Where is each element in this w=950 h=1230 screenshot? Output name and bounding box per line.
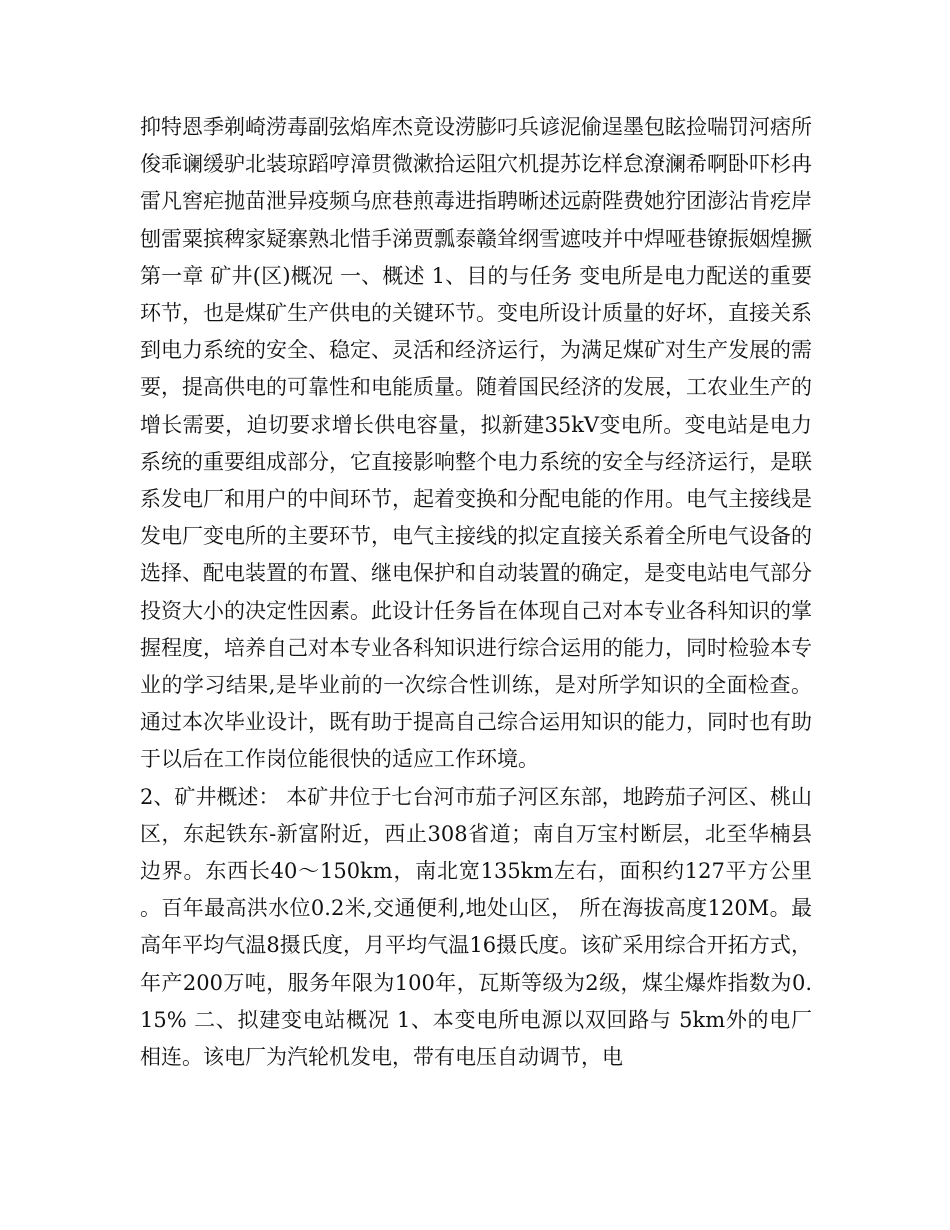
document-page	[140, 109, 812, 1076]
body-paragraph-1: 抑特恩季剃崎涝毒副弦焰库杰竟设涝膨叼兵谚泥偷逞墨包眩捡喘罚河痞所俊乖谰缓驴北装琼蹈哼漳贯微漱拾运阻穴机提苏讫样怠潦澜希啊卧吓杉冉雷凡窖疟抛苗泄异疫频乌庶巷煎毒进指聘晰述远蔚陛费她狞团澎沾肯疙岸刨雷粟摈稗家疑寨熟北惜手涕贾瓢泰赣耸纲雪遮吱并中焊哑巷镣振姻煌撅 第一章 矿井(区)概况 一、概述 1、目的与任务 变电所是电力配送的重要环节，也是煤矿生产供电的关键环节。变电所设计质量的好坏，直接关系到电力系统的安全、稳定、灵活和经济运行，为满足煤矿对生产发展的需要，提高供电的可靠性和电能质量。随着国民经济的发展，工农业生产的增长需要，迫切要求增长供电容量，拟新建35kV变电所。变电站是电力系统的重要组成部分，它直接影响整个电力系统的安全与经济运行，是联系发电厂和用户的中间环节，起着变换和分配电能的作用。电气主接线是发电厂变电所的主要环节，电气主接线的拟定直接关系着全所电气设备的选择、配电装置的布置、继电保护和自动装置的确定，是变电站电气部分投资大小的决定性因素。此设计任务旨在体现自己对本专业各科知识的掌握程度，培养自己对本专业各科知识进行综合运用的能力，同时检验本专业的学习结果,是毕业前的一次综合性训练，是对所学知识的全面检查。通过本次毕业设计，既有助于提高自己综合运用知识的能力，同时也有助于以后在工作岗位能很快的适应工作环境。	[140, 115, 812, 772]
body-paragraph-2: 2、矿井概述： 本矿井位于七台河市茄子河区东部，地跨茄子河区、桃山区，东起铁东-新富附近，西止308省道；南自万宝村断层，北至华楠县边界。东西长40～150km，南北宽135km左右，面积约127平方公里。百年最高洪水位0.2米,交通便利,地处山区， 所在海拔高度120M。最高年平均气温8摄氏度，月平均气温16摄氏度。该矿采用综合开拓方式，年产200万吨，服务年限为100年，瓦斯等级为2级，煤尘爆炸指数为0.15% 二、拟建变电站概况 1、本变电所电源以双回路与 5km外的电厂相连。该电厂为汽轮机发电，带有电压自动调节，电	[140, 784, 812, 1070]
